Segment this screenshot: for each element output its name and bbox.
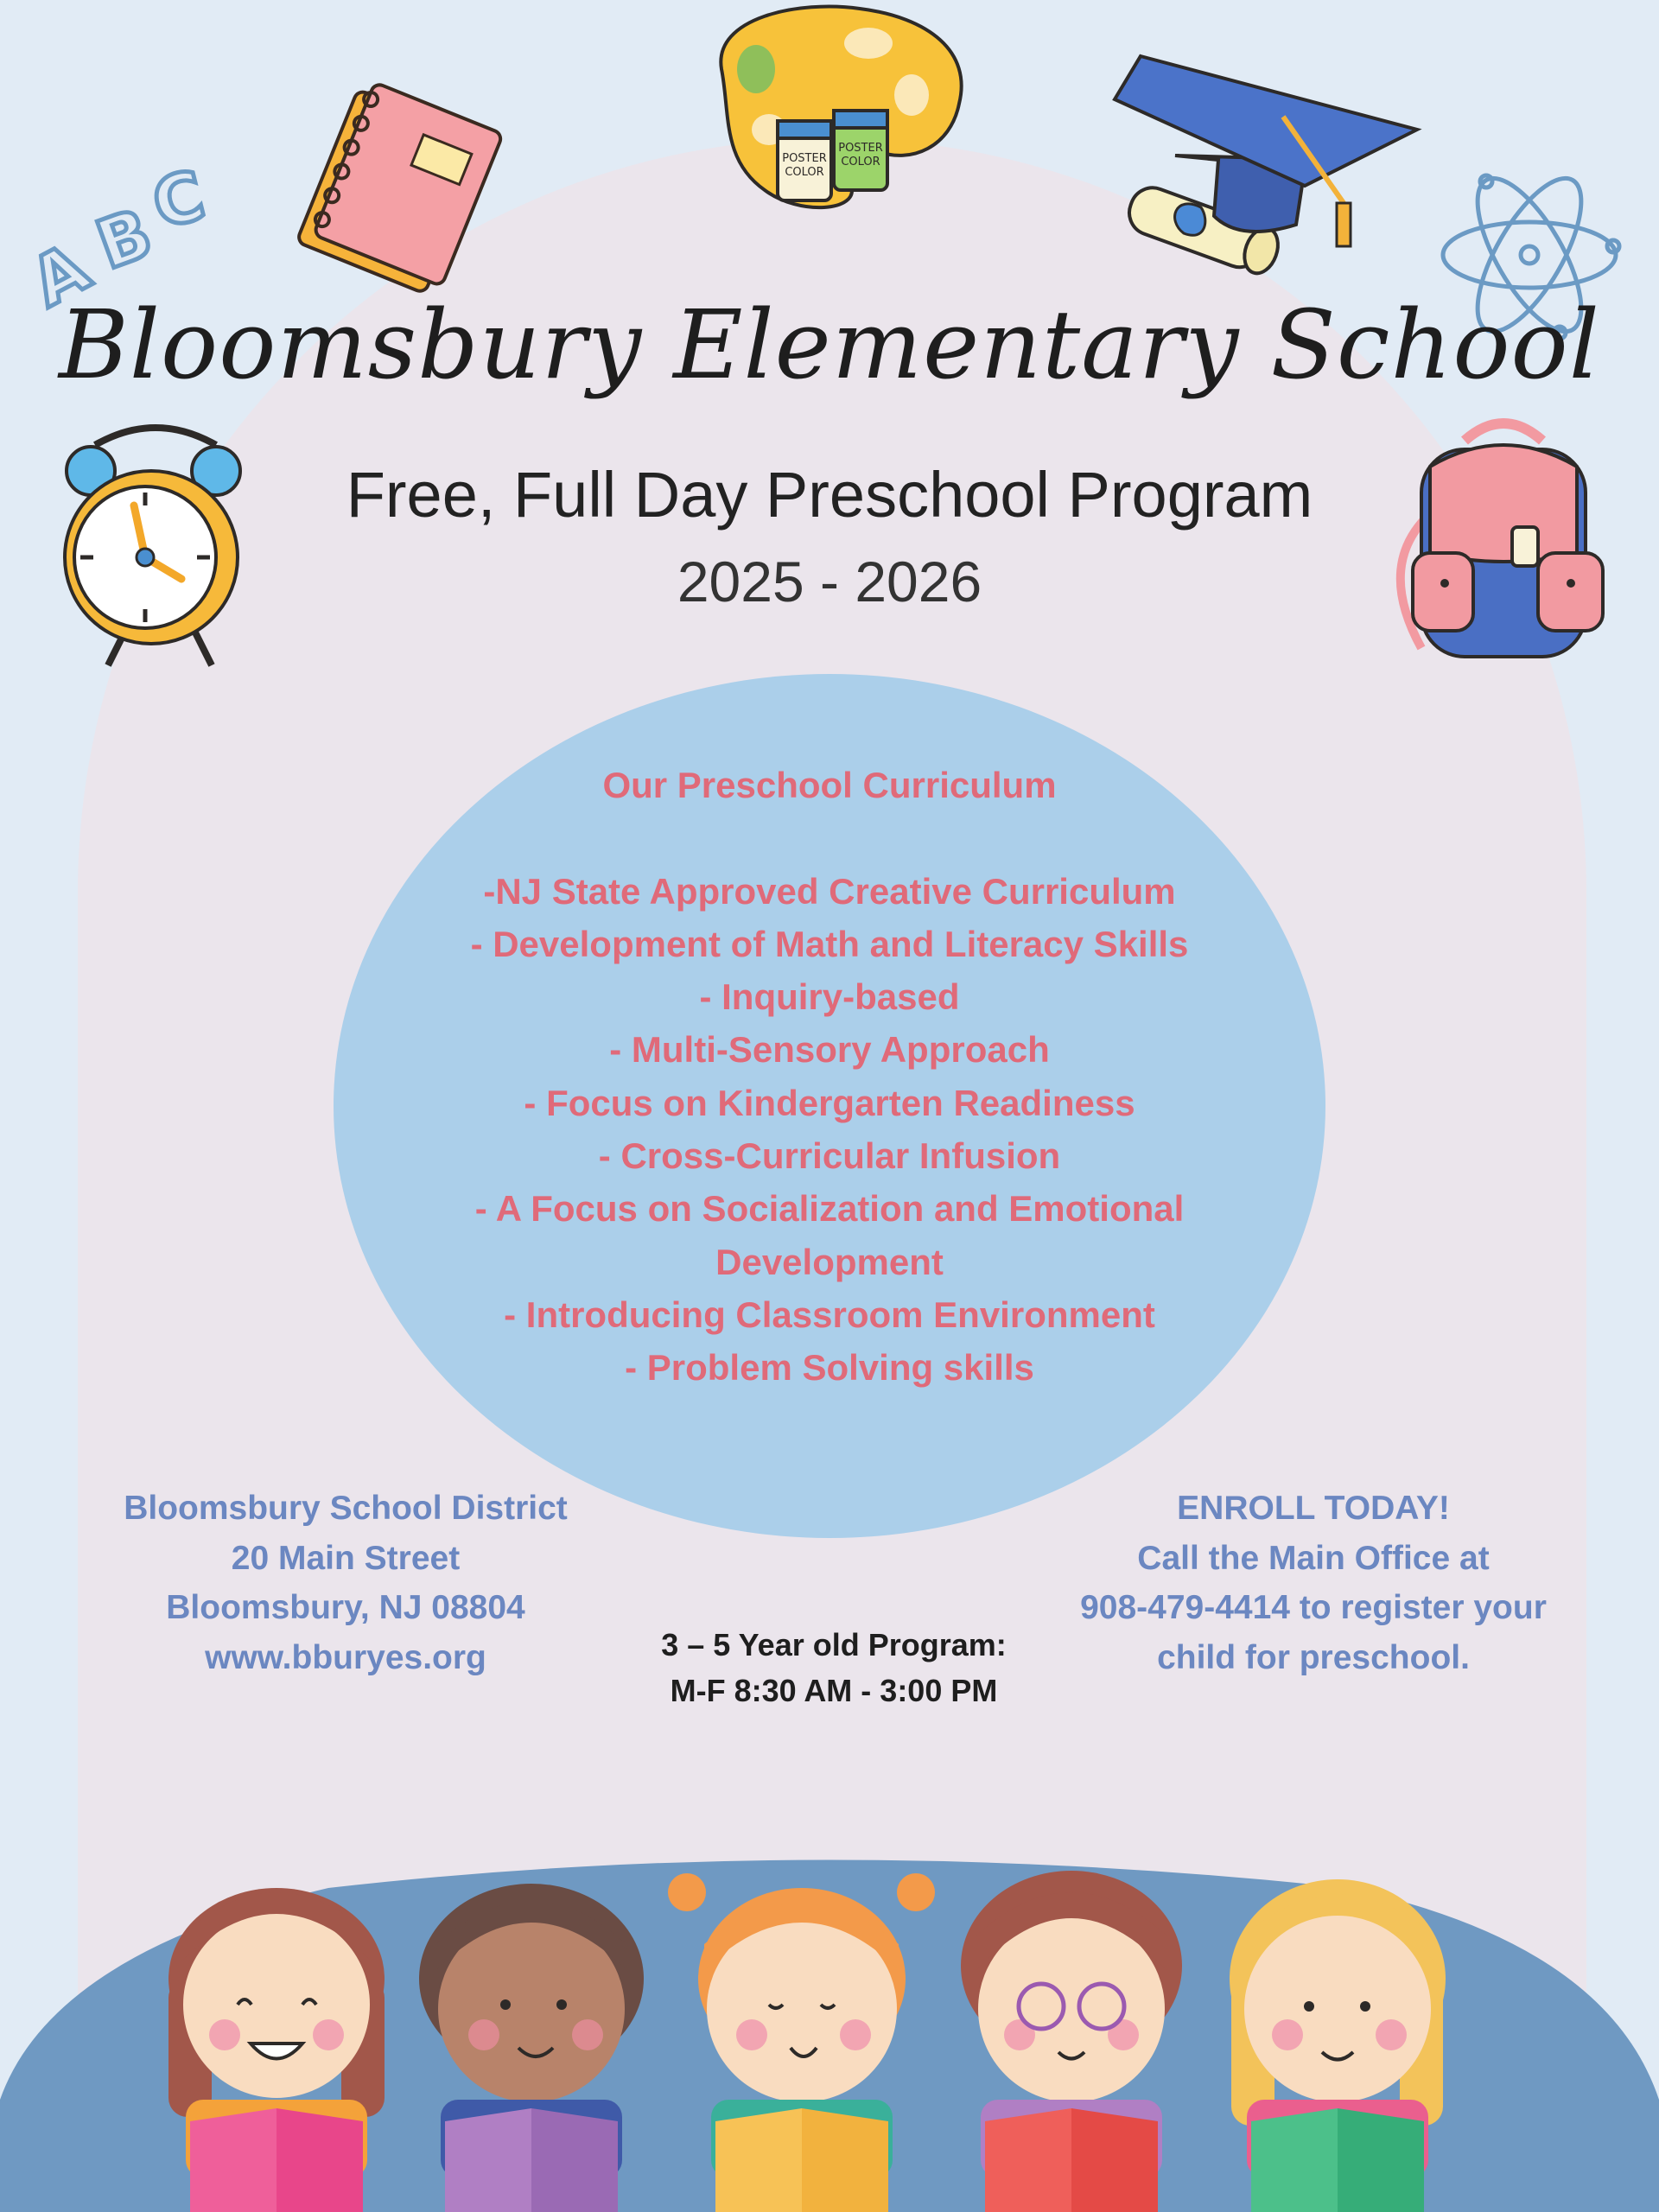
- district-city: Bloomsbury, NJ 08804: [166, 1589, 525, 1626]
- backpack-icon: [1382, 406, 1633, 674]
- program-hours: M-F 8:30 AM - 3:00 PM: [670, 1673, 998, 1708]
- paint-palette-icon: [696, 0, 972, 216]
- curriculum-heading: Our Preschool Curriculum: [602, 765, 1057, 805]
- graduation-cap-icon: [1097, 48, 1426, 307]
- child-reading-5: [1230, 1879, 1446, 2212]
- paint-label-2: COLOR: [785, 166, 824, 179]
- abc-letter-b: B: [86, 194, 162, 285]
- curriculum-item: - Multi-Sensory Approach: [609, 1029, 1050, 1071]
- school-name-title: Bloomsbury Elementary School: [59, 289, 1600, 400]
- paint-label-3: POSTER: [838, 142, 883, 155]
- district-street: 20 Main Street: [231, 1539, 461, 1577]
- child-reading-2: [419, 1884, 644, 2212]
- alarm-clock-icon: [43, 410, 285, 678]
- enroll-line-3: child for preschool.: [1157, 1638, 1470, 1676]
- program-info: [605, 1622, 1063, 1713]
- curriculum-item: -NJ State Approved Creative Curriculum: [483, 870, 1176, 912]
- curriculum-item: - Introducing Classroom Environment: [504, 1294, 1155, 1335]
- paint-label-1: POSTER: [782, 152, 827, 165]
- curriculum-item: Development: [715, 1241, 944, 1282]
- child-reading-4: [961, 1871, 1182, 2212]
- curriculum-item: - Problem Solving skills: [625, 1347, 1034, 1389]
- program-title: Free, Full Day Preschool Program: [346, 459, 1313, 531]
- school-year: 2025 - 2026: [677, 550, 982, 613]
- abc-letter-a: A: [18, 229, 102, 322]
- children-reading-illustration: [0, 1815, 1659, 2212]
- enroll-headline: ENROLL TODAY!: [1177, 1490, 1450, 1527]
- abc-letter-c: C: [145, 156, 213, 245]
- district-info: [86, 1484, 605, 1682]
- curriculum-item: - Focus on Kindergarten Readiness: [524, 1082, 1135, 1123]
- curriculum-item: - Cross-Curricular Infusion: [598, 1135, 1061, 1177]
- enroll-info: [1046, 1484, 1581, 1682]
- district-name: Bloomsbury School District: [124, 1490, 568, 1527]
- paint-label-4: COLOR: [841, 156, 880, 168]
- curriculum-list: [334, 759, 1325, 1395]
- curriculum-item: - Development of Math and Literacy Skills: [470, 923, 1189, 964]
- notebook-icon: [276, 52, 527, 302]
- program-ages: 3 – 5 Year old Program:: [661, 1627, 1007, 1662]
- child-reading-1: [168, 1888, 385, 2212]
- district-website-link[interactable]: www.bburyes.org: [205, 1638, 486, 1676]
- curriculum-item: - Inquiry-based: [699, 976, 960, 1018]
- curriculum-item: - A Focus on Socialization and Emotional: [474, 1188, 1185, 1230]
- enroll-phone-line: 908-479-4414 to register your: [1080, 1589, 1547, 1626]
- enroll-line-1: Call the Main Office at: [1137, 1539, 1490, 1577]
